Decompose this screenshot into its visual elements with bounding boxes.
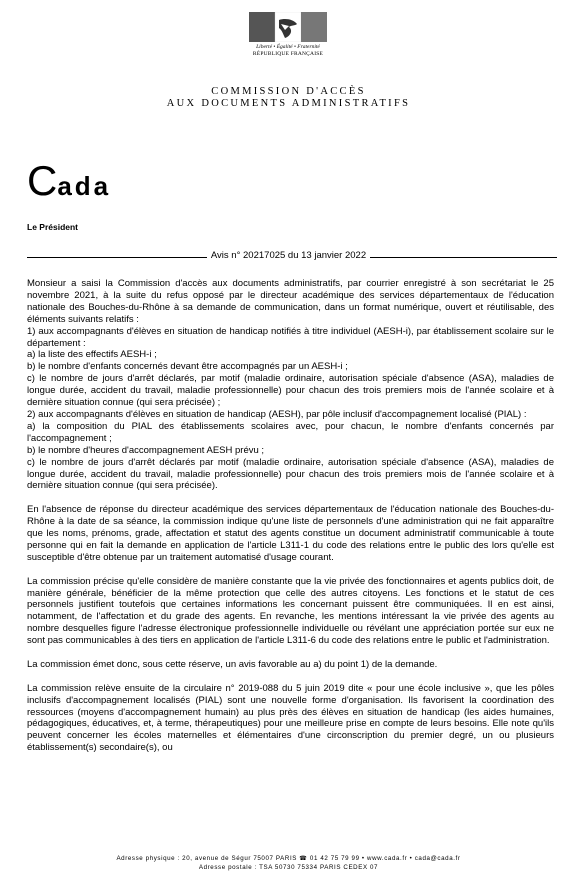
paragraph: La commission émet donc, sous cette réserve, un avis favorable au a) du point 1) de la demande. <box>27 658 438 670</box>
republique-francaise-logo <box>249 12 327 58</box>
paragraph: b) le nombre d'enfants concernés devant être accompagnés par un AESH-i ; <box>27 361 348 373</box>
paragraph: En l'absence de réponse du directeur académique des services départementaux de l'éducation nationale des Bouches-du-Rhône à la date de sa séance, la commission indique qu'une liste de personnels d'une administration qui ne fait apparaître que les noms, prénoms, grade, affectation et statut des agents constitue un document administratif communicable à toute personne qui en fait la demande en application de l'article L311-1 du code des relations entre le public des lors qu'elle est susceptible d'être obtenue par un traitement automatisé d'usage courant. <box>27 504 554 563</box>
avis-title <box>0 250 577 261</box>
brand-rest: ada <box>57 171 112 201</box>
paragraph: La commission précise qu'elle considère de manière constante que la vie privée des fonctionnaires et agents publics doit, de manière générale, bénéficier de la même protection que celle des autres citoyens. Les fonctions et le statut de ces personnels justifient toutefois que certaines informations les concernant puissent être communiquées. Il en est ainsi, notamment, de l'affectation et du grade des agents. En revanche, les mentions intéressant la vie privée des agents au nombre desquelles figure l'adresse électronique professionnelle individuelle ou révélant une appréciation portée sur eux ne sont pas communicables à des tiers en application de l'article L311-6 du code des relations entre le public et l'administration. <box>27 575 554 647</box>
paragraph: 2) aux accompagnants d'élèves en situation de handicap (AESH), par pôle inclusif d'accompagnement localisé (PIAL) : <box>27 408 527 420</box>
motto: Liberté • Égalité • Fraternité <box>256 44 320 50</box>
paragraph: Monsieur a saisi la Commission d'accès aux documents administratifs, par courrier enregistré à son secrétariat le 25 novembre 2021, à la suite du refus opposé par le directeur académique des services départementaux de l'éducation nationale des Bouches-du-Rhône à sa demande de communication, dans un format numérique, ouvert et réutilisable, des éléments suivants relatifs : <box>27 278 554 325</box>
paragraph: 1) aux accompagnants d'élèves en situation de handicap notifiés à titre individuel (AESH-i), par établissement scolaire sur le département : <box>27 325 554 349</box>
president-label: Le Président <box>27 222 79 232</box>
republique-francaise-label: RÉPUBLIQUE FRANÇAISE <box>252 51 324 57</box>
brand-initial: C <box>27 157 58 204</box>
paragraph: b) le nombre d'heures d'accompagnement AESH prévu ; <box>27 444 265 456</box>
footer-address-physical: Adresse physique : 20, avenue de Ségur 75007 PARIS ☎ 01 42 75 79 99 • www.cada.fr • cada@cada.fr <box>116 855 461 862</box>
footer <box>0 855 577 872</box>
org-name-line1: COMMISSION D'ACCÈS <box>211 86 366 97</box>
org-name-line2: AUX DOCUMENTS ADMINISTRATIFS <box>166 98 411 109</box>
document-body <box>27 278 554 754</box>
organization-name <box>0 86 577 110</box>
marianne-flag-logo <box>249 12 327 42</box>
paragraph: a) la liste des effectifs AESH-i ; <box>27 349 157 361</box>
paragraph: La commission relève ensuite de la circulaire n° 2019-088 du 5 juin 2019 dite « pour une école inclusive », que les pôles inclusifs d'accompagnement localisés (PIAL) sont une nouvelle forme d'organisation. Ils favorisent la coordination des ressources (moyens d'accompagnement humain) au plus près des élèves en situation de handicap (les aides humaines, pédagogiques, éducatives, et, à terme, thérapeutiques) pour une meilleure prise en compte de leurs besoins. Elle note qu'ils peuvent concerner les écoles maternelles et élémentaires d'une circonscription du premier degré, un ou plusieurs établissement(s) secondaire(s), ou <box>27 682 554 754</box>
paragraph: a) la composition du PIAL des établissements scolaires avec, pour chacun, le nombre d'enfants concernés par l'accompagnement ; <box>27 420 554 444</box>
footer-address-postal: Adresse postale : TSA 50730 75334 PARIS CEDEX 07 <box>198 863 379 871</box>
cada-brand-logo <box>27 157 112 204</box>
paragraph: c) le nombre de jours d'arrêt déclarés par motif (maladie ordinaire, autorisation spéciale d'absence (ASA), maladies de longue durée, accident du travail, maladie professionnelle) pour chacun des trois premiers mois de l'année scolaire et à dernière situation connue (qui sera précisée). <box>27 456 554 492</box>
avis-title-text: Avis n° 20217025 du 13 janvier 2022 <box>207 250 370 261</box>
paragraph: c) le nombre de jours d'arrêt déclarés, par motif (maladie ordinaire, autorisation spéciale d'absence (ASA), maladies de longue durée, accident du travail, maladie professionnelle) pour chacun des trois premiers mois de l'année scolaire et à dernière situation connue (qui sera précisée) ; <box>27 373 554 409</box>
